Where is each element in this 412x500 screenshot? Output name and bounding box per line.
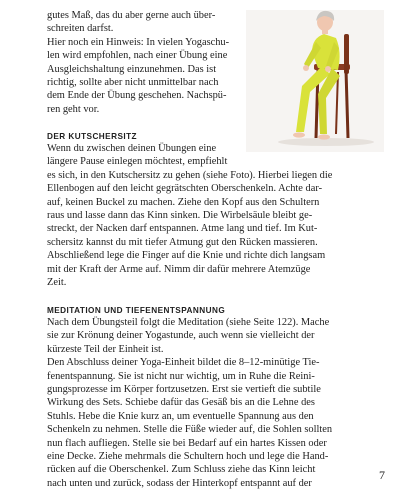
text-line: kürzeste Teil der Einheit ist. [47, 343, 164, 355]
text-line: Wenn du zwischen deinen Übungen eine [47, 143, 217, 154]
text-line: dem Ende der Übung geschehen. Nachspü- [47, 90, 227, 102]
text-line: längere Pause einlegen möchtest, empfiehlt [47, 156, 228, 168]
text-line: Schenkeln zu nehmen. Stelle die Füße wieder auf, die Sohlen sollten [47, 424, 333, 436]
text-line: nach unten und zurück, sodass der Hinterkopf entspannt auf der [47, 477, 312, 489]
photo-woman-kutschersitz [246, 10, 384, 152]
text-line: schreiten darfst. [47, 23, 114, 35]
text-line: gungsprozesse im Körper fortzusetzen. Erst sie vertieft die subtile [47, 384, 321, 396]
text-line: sie zur Krönung deiner Yogastunde, auch wenn sie vielleicht der [47, 330, 315, 342]
text-line: Ausgleichshaltung einzunehmen. Das ist [47, 63, 217, 75]
text-line: Zeit. [47, 277, 67, 289]
text-line: Wirkung des Sets. Schiebe dafür das Gesäß bis an die Lehne des [47, 397, 315, 409]
text-line: schersitz kannst du mit tiefer Atmung gut den Rücken massieren. [47, 236, 318, 248]
text-line: Abschließend lege die Finger auf die Knie und richte dich langsam [47, 250, 326, 262]
text-line: mit der Kraft der Arme auf. Nimm dir dafür mehrere Atemzüge [47, 263, 311, 275]
text-line: Ellenbogen auf den leicht gegrätschten Oberschenkeln. Achte dar- [47, 183, 323, 195]
woman-on-chair-illustration [246, 10, 384, 152]
text-line: gutes Maß, das du aber gerne auch über- [47, 10, 216, 21]
text-line: Stuhls. Hebe die Knie kurz an, um eventuelle Spannung aus den [47, 410, 314, 422]
text-line: richtig, sollte aber nicht unmittelbar nach [47, 77, 219, 89]
kutschersitz-paragraph [47, 142, 332, 289]
text-line: streckt, der Nacken darf entspannen. Atme lang und tief. Im Kut- [47, 223, 318, 235]
section-heading-meditation: MEDITATION UND TIEFENENTSPANNUNG [47, 306, 226, 315]
text-line: eine Decke. Ziehe mehrmals die Schultern hoch und lege die Hand- [47, 451, 329, 463]
text-line: raus und lasse dann das Kinn sinken. Die Wirbelsäule bleibt ge- [47, 210, 313, 222]
text-line: Hier noch ein Hinweis: In vielen Yogaschu- [47, 36, 230, 48]
text-line: len wird empfohlen, nach einer Übung eine [47, 50, 228, 62]
meditation-paragraph [47, 316, 332, 490]
text-line: rücken auf die Oberschenkel. Zum Schluss ziehe das Kinn leicht [47, 464, 316, 476]
text-line: ren geht vor. [47, 103, 100, 115]
text-line: fenentspannung. Sie ist nicht nur wichtig, um in Ruhe die Reini- [47, 370, 315, 382]
text-line: es sich, in den Kutschersitz zu gehen (siehe Foto). Hierbei liegen die [47, 169, 333, 181]
text-line: nun flach aufliegen. Stelle sie bei Bedarf auf ein hartes Kissen oder [47, 437, 327, 449]
text-line: Den Abschluss deiner Yoga-Einheit bildet die 8–12-minütige Tie- [47, 357, 320, 369]
text-line: Nach dem Übungsteil folgt die Meditation (siehe Seite 122). Mache [47, 317, 330, 328]
page-number: 7 [379, 468, 385, 482]
section-heading-kutschersitz: DER KUTSCHERSITZ [47, 132, 137, 141]
text-line: auf, keinen Buckel zu machen. Ziehe den Kopf aus den Schultern [47, 196, 320, 208]
intro-paragraph [47, 9, 229, 116]
